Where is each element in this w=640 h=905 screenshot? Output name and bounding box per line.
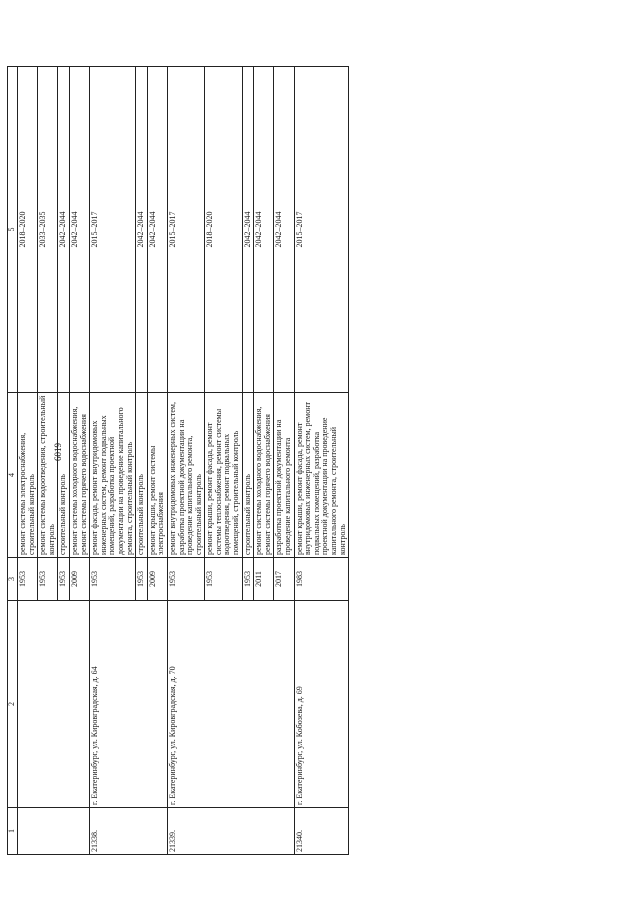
work-cell: ремонт системы холодного водоснабжения, ремонт системы горячего водоснабжения — [69, 393, 89, 558]
column-header: 1 — [8, 808, 18, 855]
work-cell: ремонт системы холодного водоснабжения, ремонт системы горячего водоснабжения — [254, 393, 274, 558]
table-row — [167, 67, 204, 855]
year-cell: 1953 — [38, 558, 58, 601]
year-cell: 2011 — [254, 558, 274, 601]
year-cell: 2009 — [69, 558, 89, 601]
year-cell: 1953 — [242, 558, 254, 601]
row-number-cell: 21338. — [90, 808, 168, 855]
year-cell: 1983 — [294, 558, 349, 601]
work-cell: строительный контроль — [242, 393, 254, 558]
period-cell: 2015–2017 — [167, 67, 204, 393]
year-cell: 1953 — [136, 558, 148, 601]
document-table-sheet — [7, 92, 488, 855]
work-cell: ремонт фасада, ремонт внутридомовых инженерных систем, ремонт подвальных помещений, разработка проектной документации на проведение капитального ремонта, строительный контроль — [90, 393, 136, 558]
period-cell: 2015–2017 — [294, 67, 349, 393]
period-cell: 2042–2044 — [242, 67, 254, 393]
address-cell: г. Екатеринбург, ул. Кобозева, д. 69 — [294, 601, 349, 808]
header-row — [8, 67, 18, 855]
work-cell: ремонт крыши, ремонт фасада, ремонт внутридомовых инженерных систем, ремонт подвальных помещений, разработка проектной документации на проведение капитального ремонта, строительный контроль — [294, 393, 349, 558]
year-cell: 2009 — [147, 558, 167, 601]
work-cell: ремонт крыши, ремонт системы электроснабжения — [147, 393, 167, 558]
work-cell: строительный контроль — [136, 393, 148, 558]
row-number-cell: 21340. — [294, 808, 349, 855]
work-cell: ремонт крыши, ремонт фасада, ремонт системы теплоснабжения, ремонт системы водоотведения, ремонт подвальных помещений, строительный контроль — [205, 393, 242, 558]
period-cell: 2015–2017 — [90, 67, 136, 393]
work-cell: ремонт системы электроснабжения, строительный контроль — [18, 393, 38, 558]
repair-schedule-table — [7, 66, 349, 855]
year-cell: 1953 — [205, 558, 242, 601]
work-cell: разработка проектной документации на проведение капитального ремонта — [274, 393, 294, 558]
period-cell: 2018–2020 — [205, 67, 242, 393]
column-header: 2 — [8, 601, 18, 808]
period-cell: 2042–2044 — [69, 67, 89, 393]
period-cell: 2042–2044 — [58, 67, 70, 393]
table-row — [90, 67, 136, 855]
row-number-cell: 21339. — [167, 808, 294, 855]
period-cell: 2042–2044 — [254, 67, 274, 393]
address-cell: г. Екатеринбург, ул. Кировградская, д. 70 — [167, 601, 294, 808]
column-header: 5 — [8, 67, 18, 393]
period-cell: 2033–2035 — [38, 67, 58, 393]
row-number-cell — [18, 808, 90, 855]
address-cell — [18, 601, 90, 808]
column-header: 3 — [8, 558, 18, 601]
address-cell: г. Екатеринбург, ул. Кировградская, д. 64 — [90, 601, 168, 808]
period-cell: 2042–2044 — [147, 67, 167, 393]
column-header: 4 — [8, 393, 18, 558]
year-cell: 1953 — [167, 558, 204, 601]
table-row — [294, 67, 349, 855]
work-cell: ремонт внутридомовых инженерных систем, разработка проектной документации на проведение капитального ремонта, строительный контроль — [167, 393, 204, 558]
period-cell: 2018–2020 — [18, 67, 38, 393]
page-number: 6019 — [53, 443, 63, 461]
year-cell: 1953 — [90, 558, 136, 601]
year-cell: 1953 — [58, 558, 70, 601]
period-cell: 2042–2044 — [274, 67, 294, 393]
work-cell: строительный контроль — [58, 393, 70, 558]
period-cell: 2042–2044 — [136, 67, 148, 393]
year-cell: 1953 — [18, 558, 38, 601]
year-cell: 2017 — [274, 558, 294, 601]
table-row — [18, 67, 38, 855]
work-cell: ремонт системы водоотведения, строительный контроль — [38, 393, 58, 558]
